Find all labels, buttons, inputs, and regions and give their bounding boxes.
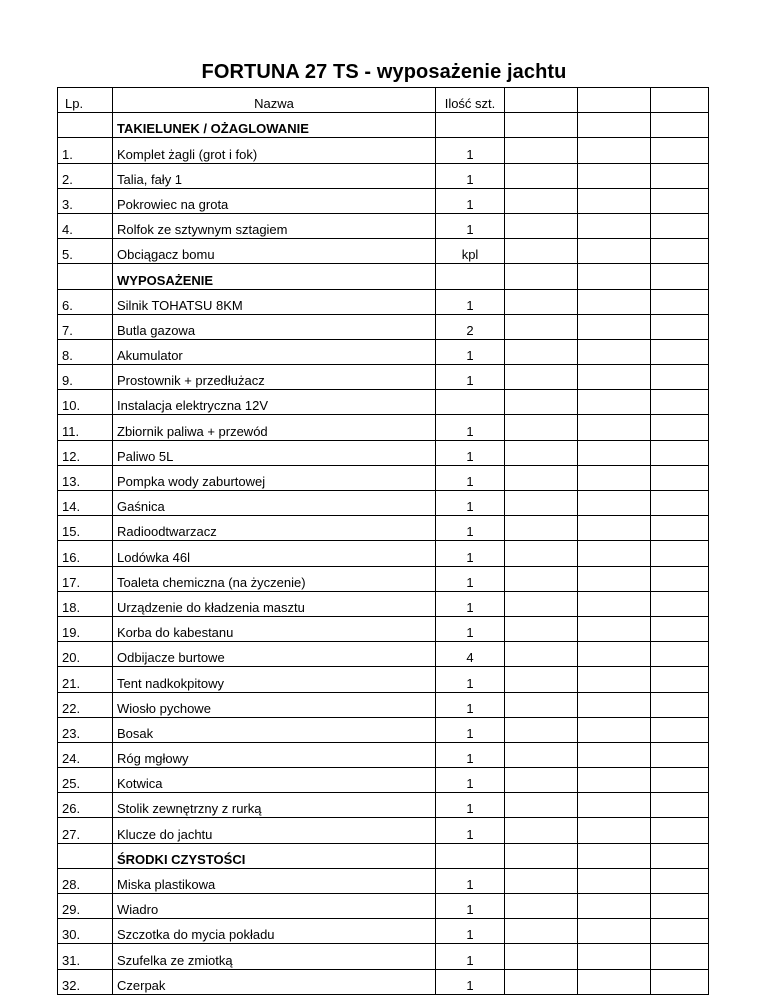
row-qty: 1 <box>436 793 505 818</box>
row-qty: 1 <box>436 919 505 944</box>
row-name: Lodówka 46l <box>113 541 436 566</box>
table-row <box>58 742 709 767</box>
row-lp: 1. <box>58 138 113 163</box>
row-name: Miska plastikowa <box>113 868 436 893</box>
row-qty: 1 <box>436 768 505 793</box>
row-name: Paliwo 5L <box>113 440 436 465</box>
row-empty-cell <box>651 516 709 541</box>
row-lp: 19. <box>58 616 113 641</box>
row-name: Wiadro <box>113 894 436 919</box>
row-empty-cell <box>578 894 651 919</box>
row-lp: 31. <box>58 944 113 969</box>
table-row <box>58 566 709 591</box>
row-name: Czerpak <box>113 969 436 994</box>
table-row <box>58 818 709 843</box>
table-row <box>58 213 709 238</box>
row-empty-cell <box>651 415 709 440</box>
row-empty-cell <box>651 390 709 415</box>
row-empty-cell <box>578 339 651 364</box>
row-empty-cell <box>578 793 651 818</box>
row-empty-cell <box>651 742 709 767</box>
row-empty-cell <box>578 314 651 339</box>
row-name: Szczotka do mycia pokładu <box>113 919 436 944</box>
table-row <box>58 667 709 692</box>
equipment-table <box>57 87 709 995</box>
row-qty: 1 <box>436 541 505 566</box>
row-qty: 4 <box>436 642 505 667</box>
row-name: Instalacja elektryczna 12V <box>113 390 436 415</box>
row-empty-cell <box>578 642 651 667</box>
row-lp: 10. <box>58 390 113 415</box>
row-empty-cell <box>578 491 651 516</box>
row-name: Szufelka ze zmiotką <box>113 944 436 969</box>
row-lp: 2. <box>58 163 113 188</box>
table-row <box>58 491 709 516</box>
row-lp: 23. <box>58 717 113 742</box>
table-row <box>58 944 709 969</box>
row-empty-cell <box>651 138 709 163</box>
table-row <box>58 239 709 264</box>
row-empty-cell <box>505 894 578 919</box>
row-lp: 14. <box>58 491 113 516</box>
row-empty-cell <box>651 717 709 742</box>
row-empty-cell <box>578 843 651 868</box>
row-lp: 24. <box>58 742 113 767</box>
table-row <box>58 339 709 364</box>
row-qty: 1 <box>436 742 505 767</box>
row-qty: 2 <box>436 314 505 339</box>
row-name: Pompka wody zaburtowej <box>113 465 436 490</box>
table-row <box>58 516 709 541</box>
row-name: Akumulator <box>113 339 436 364</box>
row-empty-cell <box>651 465 709 490</box>
row-qty: 1 <box>436 415 505 440</box>
section-title: TAKIELUNEK / OŻAGLOWANIE <box>113 113 436 138</box>
row-empty-cell <box>578 239 651 264</box>
row-lp: 7. <box>58 314 113 339</box>
row-name: Butla gazowa <box>113 314 436 339</box>
row-empty-cell <box>505 919 578 944</box>
row-lp: 11. <box>58 415 113 440</box>
row-empty-cell <box>651 188 709 213</box>
row-empty-cell <box>651 113 709 138</box>
row-empty-cell <box>651 919 709 944</box>
row-empty-cell <box>578 768 651 793</box>
row-qty: 1 <box>436 289 505 314</box>
row-empty-cell <box>578 264 651 289</box>
row-empty-cell <box>505 541 578 566</box>
row-lp <box>58 843 113 868</box>
row-empty-cell <box>578 969 651 994</box>
row-lp: 15. <box>58 516 113 541</box>
table-header-row <box>58 88 709 113</box>
row-empty-cell <box>505 768 578 793</box>
table-row <box>58 465 709 490</box>
row-qty: 1 <box>436 566 505 591</box>
row-name: Korba do kabestanu <box>113 616 436 641</box>
row-empty-cell <box>651 591 709 616</box>
table-row <box>58 717 709 742</box>
row-empty-cell <box>505 742 578 767</box>
row-empty-cell <box>578 919 651 944</box>
table-row <box>58 541 709 566</box>
row-empty-cell <box>505 591 578 616</box>
row-qty: 1 <box>436 339 505 364</box>
table-row <box>58 163 709 188</box>
row-qty: 1 <box>436 692 505 717</box>
row-empty-cell <box>578 868 651 893</box>
row-lp: 26. <box>58 793 113 818</box>
row-qty: 1 <box>436 667 505 692</box>
row-empty-cell <box>505 138 578 163</box>
row-name: Stolik zewnętrzny z rurką <box>113 793 436 818</box>
header-lp: Lp. <box>58 88 113 113</box>
row-empty-cell <box>578 465 651 490</box>
row-lp: 32. <box>58 969 113 994</box>
row-empty-cell <box>578 163 651 188</box>
row-empty-cell <box>505 969 578 994</box>
row-empty-cell <box>578 566 651 591</box>
row-empty-cell <box>505 289 578 314</box>
row-lp: 18. <box>58 591 113 616</box>
table-row <box>58 969 709 994</box>
row-empty-cell <box>505 113 578 138</box>
row-qty <box>436 264 505 289</box>
row-qty <box>436 113 505 138</box>
row-lp: 9. <box>58 365 113 390</box>
row-empty-cell <box>651 365 709 390</box>
row-name: Talia, fały 1 <box>113 163 436 188</box>
table-row <box>58 415 709 440</box>
table-row <box>58 591 709 616</box>
row-lp: 8. <box>58 339 113 364</box>
row-qty <box>436 843 505 868</box>
row-empty-cell <box>505 239 578 264</box>
row-empty-cell <box>578 138 651 163</box>
row-lp: 21. <box>58 667 113 692</box>
row-empty-cell <box>505 843 578 868</box>
row-empty-cell <box>651 213 709 238</box>
table-row <box>58 768 709 793</box>
row-name: Tent nadkokpitowy <box>113 667 436 692</box>
row-lp: 29. <box>58 894 113 919</box>
row-name: Silnik TOHATSU 8KM <box>113 289 436 314</box>
row-lp: 12. <box>58 440 113 465</box>
row-empty-cell <box>578 717 651 742</box>
row-empty-cell <box>505 365 578 390</box>
row-name: Radioodtwarzacz <box>113 516 436 541</box>
row-qty: 1 <box>436 591 505 616</box>
row-empty-cell <box>651 264 709 289</box>
section-title: ŚRODKI CZYSTOŚCI <box>113 843 436 868</box>
row-name: Urządzenie do kładzenia masztu <box>113 591 436 616</box>
table-row <box>58 894 709 919</box>
row-empty-cell <box>505 163 578 188</box>
row-empty-cell <box>578 188 651 213</box>
row-empty-cell <box>651 894 709 919</box>
row-qty: 1 <box>436 465 505 490</box>
row-lp: 3. <box>58 188 113 213</box>
row-lp: 25. <box>58 768 113 793</box>
row-empty-cell <box>505 390 578 415</box>
row-qty: 1 <box>436 616 505 641</box>
row-empty-cell <box>651 239 709 264</box>
row-empty-cell <box>651 541 709 566</box>
row-qty: 1 <box>436 163 505 188</box>
row-qty: 1 <box>436 894 505 919</box>
row-name: Komplet żagli (grot i fok) <box>113 138 436 163</box>
table-row <box>58 793 709 818</box>
row-empty-cell <box>505 188 578 213</box>
row-empty-cell <box>578 616 651 641</box>
row-empty-cell <box>578 692 651 717</box>
row-empty-cell <box>505 264 578 289</box>
row-empty-cell <box>651 843 709 868</box>
row-empty-cell <box>578 415 651 440</box>
table-row <box>58 390 709 415</box>
row-qty: kpl <box>436 239 505 264</box>
row-name: Bosak <box>113 717 436 742</box>
row-lp: 27. <box>58 818 113 843</box>
table-row <box>58 138 709 163</box>
table-row <box>58 314 709 339</box>
row-empty-cell <box>578 213 651 238</box>
row-empty-cell <box>651 667 709 692</box>
row-lp: 5. <box>58 239 113 264</box>
table-row <box>58 188 709 213</box>
row-empty-cell <box>505 465 578 490</box>
row-lp: 28. <box>58 868 113 893</box>
row-empty-cell <box>505 566 578 591</box>
row-empty-cell <box>505 516 578 541</box>
row-empty-cell <box>651 163 709 188</box>
header-name: Nazwa <box>113 88 436 113</box>
row-empty-cell <box>505 793 578 818</box>
row-empty-cell <box>505 667 578 692</box>
row-empty-cell <box>505 868 578 893</box>
row-qty: 1 <box>436 138 505 163</box>
row-empty-cell <box>651 793 709 818</box>
row-empty-cell <box>505 491 578 516</box>
row-empty-cell <box>578 591 651 616</box>
row-empty-cell <box>651 818 709 843</box>
row-lp: 22. <box>58 692 113 717</box>
row-empty-cell <box>578 440 651 465</box>
row-lp: 30. <box>58 919 113 944</box>
row-empty-cell <box>578 516 651 541</box>
header-qty: Ilość szt. <box>436 88 505 113</box>
row-qty: 1 <box>436 516 505 541</box>
row-qty: 1 <box>436 717 505 742</box>
row-empty-cell <box>578 742 651 767</box>
row-name: Pokrowiec na grota <box>113 188 436 213</box>
row-empty-cell <box>505 944 578 969</box>
table-row <box>58 642 709 667</box>
row-qty: 1 <box>436 969 505 994</box>
header-empty-cell <box>578 88 651 113</box>
row-empty-cell <box>578 818 651 843</box>
row-name: Prostownik + przedłużacz <box>113 365 436 390</box>
row-empty-cell <box>505 339 578 364</box>
row-name: Zbiornik paliwa + przewód <box>113 415 436 440</box>
row-qty <box>436 390 505 415</box>
row-empty-cell <box>505 717 578 742</box>
row-empty-cell <box>505 415 578 440</box>
row-empty-cell <box>578 390 651 415</box>
row-lp: 4. <box>58 213 113 238</box>
row-empty-cell <box>505 616 578 641</box>
row-empty-cell <box>578 289 651 314</box>
row-name: Obciągacz bomu <box>113 239 436 264</box>
section-row <box>58 843 709 868</box>
table-row <box>58 365 709 390</box>
row-empty-cell <box>651 969 709 994</box>
row-empty-cell <box>505 692 578 717</box>
row-empty-cell <box>578 541 651 566</box>
row-empty-cell <box>651 616 709 641</box>
header-empty-cell <box>651 88 709 113</box>
row-qty: 1 <box>436 818 505 843</box>
row-lp: 13. <box>58 465 113 490</box>
row-qty: 1 <box>436 440 505 465</box>
row-empty-cell <box>651 314 709 339</box>
page-title: FORTUNA 27 TS - wyposażenie jachtu <box>201 61 567 83</box>
row-empty-cell <box>651 339 709 364</box>
table-row <box>58 289 709 314</box>
table-row <box>58 919 709 944</box>
row-lp: 17. <box>58 566 113 591</box>
section-title: WYPOSAŻENIE <box>113 264 436 289</box>
row-name: Odbijacze burtowe <box>113 642 436 667</box>
row-empty-cell <box>651 944 709 969</box>
row-lp <box>58 264 113 289</box>
row-empty-cell <box>651 289 709 314</box>
row-name: Klucze do jachtu <box>113 818 436 843</box>
row-qty: 1 <box>436 365 505 390</box>
table-row <box>58 440 709 465</box>
row-empty-cell <box>651 768 709 793</box>
row-empty-cell <box>505 314 578 339</box>
row-qty: 1 <box>436 213 505 238</box>
row-lp: 20. <box>58 642 113 667</box>
row-name: Kotwica <box>113 768 436 793</box>
row-empty-cell <box>578 667 651 692</box>
row-lp: 6. <box>58 289 113 314</box>
row-qty: 1 <box>436 491 505 516</box>
table-row <box>58 868 709 893</box>
row-name: Toaleta chemiczna (na życzenie) <box>113 566 436 591</box>
row-empty-cell <box>578 113 651 138</box>
row-name: Gaśnica <box>113 491 436 516</box>
row-lp <box>58 113 113 138</box>
header-empty-cell <box>505 88 578 113</box>
row-name: Rolfok ze sztywnym sztagiem <box>113 213 436 238</box>
row-empty-cell <box>651 566 709 591</box>
row-empty-cell <box>651 868 709 893</box>
equipment-table-body <box>58 88 709 995</box>
row-name: Róg mgłowy <box>113 742 436 767</box>
row-empty-cell <box>505 213 578 238</box>
section-row <box>58 113 709 138</box>
row-qty: 1 <box>436 944 505 969</box>
row-empty-cell <box>505 818 578 843</box>
table-row <box>58 692 709 717</box>
row-empty-cell <box>578 944 651 969</box>
row-empty-cell <box>651 440 709 465</box>
table-row <box>58 616 709 641</box>
row-empty-cell <box>505 440 578 465</box>
row-empty-cell <box>651 692 709 717</box>
row-qty: 1 <box>436 868 505 893</box>
row-lp: 16. <box>58 541 113 566</box>
row-empty-cell <box>651 491 709 516</box>
row-empty-cell <box>578 365 651 390</box>
row-empty-cell <box>651 642 709 667</box>
row-empty-cell <box>505 642 578 667</box>
section-row <box>58 264 709 289</box>
row-name: Wiosło pychowe <box>113 692 436 717</box>
row-qty: 1 <box>436 188 505 213</box>
